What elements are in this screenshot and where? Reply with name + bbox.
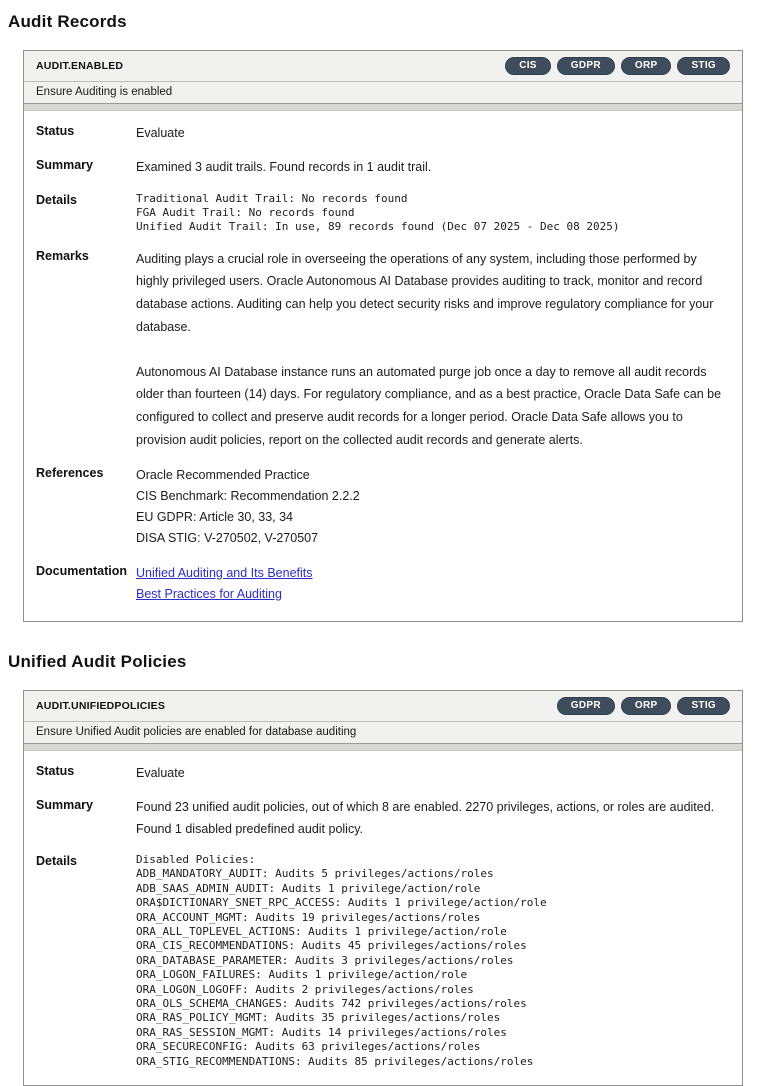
compliance-badge-orp: ORP	[621, 697, 672, 715]
value-line: Auditing plays a crucial role in overseeing the operations of any system, including those performed by highly privileged users. Oracle Autonomous AI Database provides auditing to track, monitor and record database actions. Auditing can help you detect security risks and improve regulatory compliance for your database.	[136, 251, 714, 334]
card-header	[24, 51, 742, 82]
field-label: Details	[36, 853, 77, 868]
value-line: ORA$DICTIONARY_SNET_RPC_ACCESS: Audits 1 privilege/action/role	[136, 896, 547, 910]
field-label: Documentation	[36, 563, 127, 578]
field-label: References	[36, 465, 104, 480]
field-value	[136, 248, 730, 452]
field-row-summary	[36, 790, 730, 846]
value-line: ADB_MANDATORY_AUDIT: Audits 5 privileges/actions/roles	[136, 867, 494, 881]
finding-card	[23, 690, 743, 1086]
compliance-badge-stig: STIG	[677, 697, 730, 715]
section-heading: Unified Audit Policies	[8, 652, 187, 672]
field-label: Summary	[36, 798, 93, 813]
field-row-details	[36, 846, 730, 1075]
field-value	[136, 192, 730, 235]
field-row-references	[36, 458, 730, 556]
value-line: ORA_ACCOUNT_MGMT: Audits 19 privileges/actions/roles	[136, 910, 481, 924]
card-body	[24, 751, 742, 1085]
field-label: Remarks	[36, 248, 89, 263]
value-line: Unified Audit Trail: In use, 89 records found (Dec 07 2025 - Dec 08 2025)	[136, 220, 620, 234]
badge-group	[557, 697, 730, 715]
field-row-documentation	[36, 556, 730, 612]
value-line: Evaluate	[136, 126, 185, 140]
finding-title: Ensure Unified Audit policies are enabled for database auditing	[24, 722, 742, 743]
value-line: Found 23 unified audit policies, out of which 8 are enabled. 2270 privileges, actions, or roles are audited.	[136, 800, 715, 815]
header-body-divider	[24, 103, 742, 111]
field-label: Details	[36, 192, 77, 207]
compliance-badge-cis: CIS	[505, 57, 551, 75]
field-value	[136, 157, 730, 178]
report-section	[8, 652, 752, 1086]
value-line: FGA Audit Trail: No records found	[136, 205, 355, 219]
value-line: Examined 3 audit trails. Found records in 1 audit trail.	[136, 160, 432, 175]
value-line: EU GDPR: Article 30, 33, 34	[136, 510, 294, 525]
value-line: Disabled Policies:	[136, 852, 256, 866]
value-line: ORA_OLS_SCHEMA_CHANGES: Audits 742 privileges/actions/roles	[136, 997, 527, 1011]
field-row-remarks	[36, 241, 730, 458]
header-body-divider	[24, 743, 742, 751]
value-line: ORA_LOGON_LOGOFF: Audits 2 privileges/actions/roles	[136, 982, 474, 996]
field-row-details	[36, 185, 730, 241]
value-line: Found 1 disabled predefined audit policy.	[136, 821, 364, 836]
value-line: Evaluate	[136, 766, 185, 781]
documentation-link[interactable]: Best Practices for Auditing	[136, 586, 282, 601]
field-label: Status	[36, 764, 75, 779]
value-line: ORA_CIS_RECOMMENDATIONS: Audits 45 privileges/actions/roles	[136, 939, 527, 953]
field-value	[136, 563, 730, 606]
value-line: ORA_RAS_SESSION_MGMT: Audits 14 privileges/actions/roles	[136, 1025, 507, 1039]
value-line: ORA_ALL_TOPLEVEL_ACTIONS: Audits 1 privilege/action/role	[136, 925, 507, 938]
value-line: ORA_SECURECONFIG: Audits 63 privileges/actions/roles	[136, 1040, 481, 1054]
card-header	[24, 691, 742, 722]
documentation-link[interactable]: Unified Auditing and Its Benefits	[136, 565, 313, 580]
value-line: ORA_LOGON_FAILURES: Audits 1 privilege/action/role	[136, 968, 468, 982]
compliance-badge-stig: STIG	[677, 57, 730, 75]
value-line: CIS Benchmark: Recommendation 2.2.2	[136, 488, 360, 503]
field-value	[136, 797, 730, 840]
value-line: ORA_RAS_POLICY_MGMT: Audits 35 privileges/actions/roles	[136, 1011, 501, 1025]
field-value	[136, 123, 730, 144]
value-line: Traditional Audit Trail: No records found	[136, 191, 408, 205]
finding-card	[23, 50, 743, 622]
field-value	[136, 853, 730, 1069]
field-row-summary	[36, 150, 730, 184]
card-body	[24, 111, 742, 621]
field-label: Summary	[36, 158, 93, 173]
value-line: Autonomous AI Database instance runs an automated purge job once a day to remove all audit records older than fourteen (14) days. For regulatory compliance, and as a best practice, Oracle Data Safe can be configured to collect and preserve audit records for a longer period. Oracle Data Safe allows you to provision audit policies, report on the collected audit records and generate alerts.	[136, 364, 722, 447]
field-row-status	[36, 116, 730, 150]
compliance-badge-gdpr: GDPR	[557, 57, 615, 75]
field-label: Status	[36, 124, 75, 138]
value-line: ORA_STIG_RECOMMENDATIONS: Audits 85 privileges/actions/roles	[136, 1054, 534, 1068]
value-line: DISA STIG: V-270502, V-270507	[136, 531, 319, 546]
badge-group	[505, 57, 730, 75]
value-line: ORA_DATABASE_PARAMETER: Audits 3 privileges/actions/roles	[136, 953, 514, 967]
finding-id: AUDIT.ENABLED	[36, 60, 124, 72]
section-heading: Audit Records	[8, 12, 127, 31]
report-section	[8, 12, 752, 622]
finding-title: Ensure Auditing is enabled	[24, 82, 742, 103]
finding-id: AUDIT.UNIFIEDPOLICIES	[36, 700, 166, 713]
field-value	[136, 465, 730, 550]
field-value	[136, 763, 730, 784]
compliance-badge-gdpr: GDPR	[557, 697, 615, 715]
field-row-status	[36, 756, 730, 790]
value-line: ADB_SAAS_ADMIN_AUDIT: Audits 1 privilege/action/role	[136, 881, 481, 895]
value-line: Oracle Recommended Practice	[136, 467, 310, 482]
compliance-badge-orp: ORP	[621, 57, 672, 75]
